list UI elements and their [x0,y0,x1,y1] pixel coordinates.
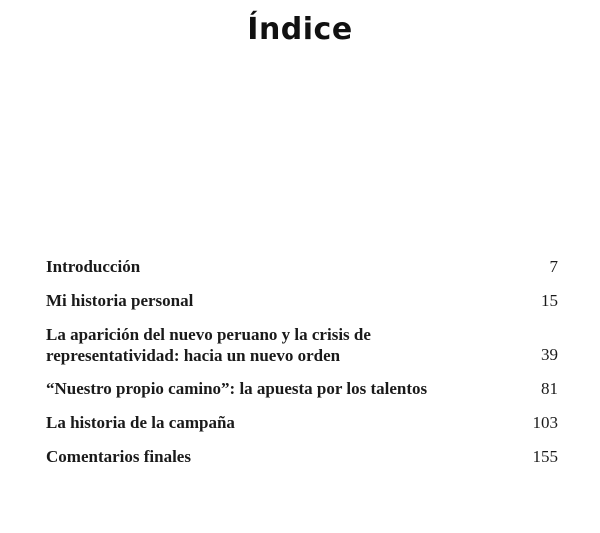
toc-entry-page: 7 [549,257,558,276]
toc-entry-page: 39 [541,345,558,364]
toc-entry-title: La historia de la campaña [46,413,235,432]
toc-entry-page: 155 [532,447,558,466]
toc-entry-title: Comentarios finales [46,447,191,466]
toc-entry-title [46,324,508,366]
toc-entry-page: 15 [541,291,558,310]
toc-entry [46,446,558,468]
toc-entry-title: “Nuestro propio camino”: la apuesta por los talentos [46,379,428,398]
toc-entry [46,412,558,434]
toc-entry-title: Mi historia personal [46,291,194,310]
toc-entry-title-line: representatividad: hacia un nuevo orden [46,346,341,365]
toc-entry-page: 81 [541,379,558,398]
toc-entry-title-line: La aparición del nuevo peruano y la crisis de [46,325,371,344]
table-of-contents [46,256,558,480]
toc-entry [46,256,558,278]
toc-entry-page: 103 [532,413,558,432]
toc-entry [46,290,558,312]
toc-entry [46,378,558,400]
page-title: Índice [247,12,353,47]
toc-entry-title: Introducción [46,257,141,276]
toc-entry [46,324,558,366]
